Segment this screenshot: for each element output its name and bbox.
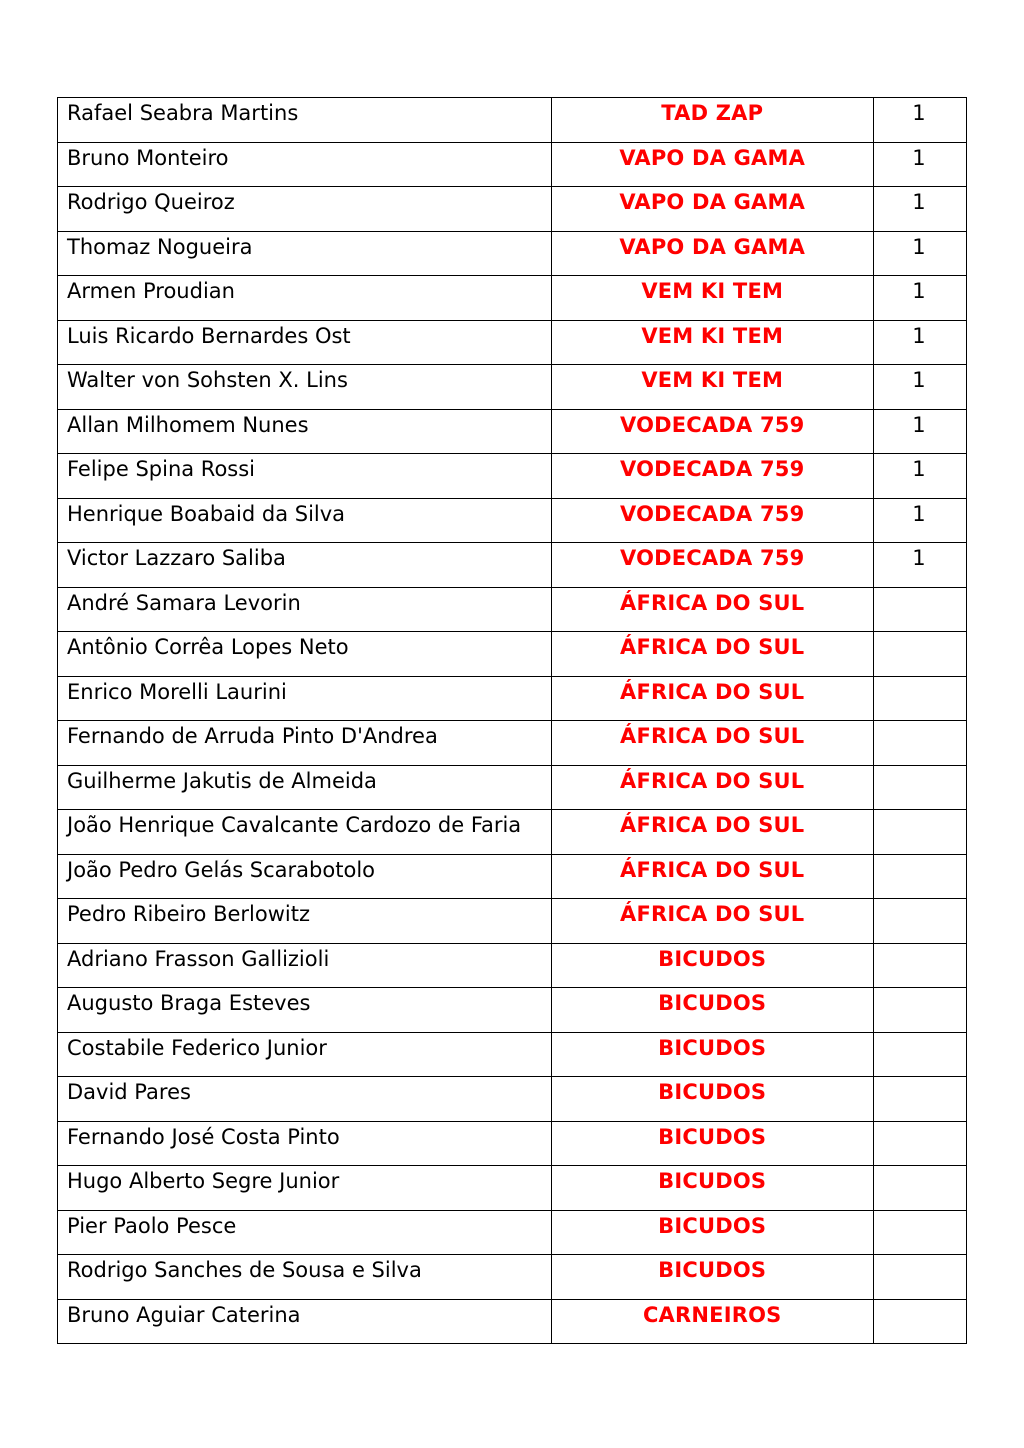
count-cell: [873, 409, 966, 454]
count-value: 1: [912, 368, 926, 392]
team-name: VODECADA 759: [619, 412, 805, 437]
table-row: [58, 765, 967, 810]
team-name: BICUDOS: [658, 1035, 767, 1060]
count-value: 1: [912, 457, 926, 481]
player-name-cell: [58, 1299, 552, 1344]
team-cell: [551, 409, 873, 454]
player-name-cell: [58, 765, 552, 810]
count-cell: [873, 543, 966, 588]
player-name: Bruno Aguiar Caterina: [67, 1302, 301, 1327]
count-value: [874, 721, 966, 726]
count-value: 1: [912, 234, 926, 259]
team-name: ÁFRICA DO SUL: [620, 768, 805, 793]
table-row: [58, 854, 967, 899]
count-value: 1: [912, 279, 926, 303]
team-name: ÁFRICA DO SUL: [620, 679, 805, 704]
team-cell: [551, 454, 873, 499]
count-value: [874, 588, 966, 593]
player-name: Fernando José Costa Pinto: [67, 1124, 340, 1149]
team-cell: [551, 98, 873, 143]
player-name-cell: [58, 276, 552, 321]
count-cell: [873, 632, 966, 677]
player-name-cell: [58, 409, 552, 454]
player-name-cell: [58, 899, 552, 944]
table-row: [58, 810, 967, 855]
count-cell: [873, 988, 966, 1033]
player-name: João Pedro Gelás Scarabotolo: [67, 857, 375, 882]
player-name: Augusto Braga Esteves: [67, 991, 311, 1015]
count-cell: [873, 1077, 966, 1122]
player-name: Fernando de Arruda Pinto D'Andrea: [67, 724, 438, 748]
team-name: VAPO DA GAMA: [619, 190, 806, 214]
table-row: [58, 187, 967, 232]
team-name: VAPO DA GAMA: [619, 234, 806, 259]
team-name: TAD ZAP: [661, 101, 764, 125]
team-cell: [551, 587, 873, 632]
team-cell: [551, 854, 873, 899]
player-name-cell: [58, 721, 552, 766]
count-value: [874, 1255, 966, 1260]
count-cell: [873, 676, 966, 721]
table-row: [58, 721, 967, 766]
player-name: Bruno Monteiro: [67, 145, 229, 170]
table-row: [58, 320, 967, 365]
count-cell: [873, 365, 966, 410]
table-row: [58, 1299, 967, 1344]
count-value: [874, 944, 966, 949]
team-name: ÁFRICA DO SUL: [620, 857, 805, 882]
player-name-cell: [58, 543, 552, 588]
count-value: [874, 1211, 966, 1216]
player-name: Pier Paolo Pesce: [67, 1213, 237, 1238]
player-name-cell: [58, 632, 552, 677]
team-cell: [551, 943, 873, 988]
player-name: Walter von Sohsten X. Lins: [67, 368, 348, 392]
count-cell: [873, 765, 966, 810]
team-name: CARNEIROS: [642, 1302, 782, 1327]
player-name-cell: [58, 142, 552, 187]
player-name: Felipe Spina Rossi: [67, 457, 256, 481]
player-name: Costabile Federico Junior: [67, 1035, 327, 1060]
table-row: [58, 899, 967, 944]
count-value: 1: [912, 412, 926, 437]
count-cell: [873, 98, 966, 143]
table-row: [58, 98, 967, 143]
count-cell: [873, 1121, 966, 1166]
count-cell: [873, 1032, 966, 1077]
roster-table: [57, 97, 967, 1344]
team-cell: [551, 988, 873, 1033]
table-row: [58, 988, 967, 1033]
player-name: Allan Milhomem Nunes: [67, 412, 309, 437]
count-cell: [873, 187, 966, 232]
table-row: [58, 1121, 967, 1166]
player-name-cell: [58, 1166, 552, 1211]
table-row: [58, 1255, 967, 1300]
table-row: [58, 1032, 967, 1077]
count-value: 1: [912, 101, 926, 125]
count-value: [874, 1122, 966, 1127]
team-cell: [551, 632, 873, 677]
count-value: 1: [912, 546, 926, 570]
count-cell: [873, 854, 966, 899]
player-name: Thomaz Nogueira: [67, 234, 253, 259]
team-name: ÁFRICA DO SUL: [620, 902, 805, 926]
player-name: David Pares: [67, 1080, 191, 1104]
count-cell: [873, 587, 966, 632]
count-value: 1: [912, 501, 926, 526]
count-cell: [873, 498, 966, 543]
player-name-cell: [58, 1077, 552, 1122]
table-row: [58, 498, 967, 543]
team-name: VAPO DA GAMA: [619, 145, 806, 170]
team-name: ÁFRICA DO SUL: [620, 724, 805, 748]
team-cell: [551, 810, 873, 855]
team-cell: [551, 1166, 873, 1211]
team-name: VODECADA 759: [619, 501, 805, 526]
player-name: Victor Lazzaro Saliba: [67, 546, 286, 570]
team-name: VODECADA 759: [619, 457, 805, 481]
table-row: [58, 276, 967, 321]
player-name-cell: [58, 676, 552, 721]
team-cell: [551, 1210, 873, 1255]
count-value: [874, 988, 966, 993]
team-name: VEM KI TEM: [641, 323, 784, 348]
player-name-cell: [58, 365, 552, 410]
count-value: [874, 1166, 966, 1171]
team-name: BICUDOS: [658, 1258, 767, 1282]
table-row: [58, 632, 967, 677]
count-value: [874, 1300, 966, 1305]
count-value: [874, 766, 966, 771]
count-value: [874, 1077, 966, 1082]
player-name: Rodrigo Queiroz: [67, 190, 235, 214]
table-row: [58, 943, 967, 988]
count-cell: [873, 1210, 966, 1255]
team-name: BICUDOS: [658, 1080, 767, 1104]
team-cell: [551, 765, 873, 810]
count-cell: [873, 1166, 966, 1211]
team-cell: [551, 276, 873, 321]
count-value: 1: [912, 145, 926, 170]
player-name: Rodrigo Sanches de Sousa e Silva: [67, 1258, 422, 1282]
table-row: [58, 676, 967, 721]
player-name: Antônio Corrêa Lopes Neto: [67, 635, 349, 659]
player-name-cell: [58, 810, 552, 855]
team-cell: [551, 676, 873, 721]
player-name-cell: [58, 231, 552, 276]
team-cell: [551, 365, 873, 410]
team-cell: [551, 320, 873, 365]
team-name: BICUDOS: [658, 1124, 767, 1149]
player-name-cell: [58, 943, 552, 988]
player-name-cell: [58, 498, 552, 543]
player-name-cell: [58, 988, 552, 1033]
player-name: Armen Proudian: [67, 279, 235, 303]
player-name: Pedro Ribeiro Berlowitz: [67, 902, 310, 926]
table-row: [58, 365, 967, 410]
count-value: [874, 1033, 966, 1038]
player-name-cell: [58, 1255, 552, 1300]
team-cell: [551, 1121, 873, 1166]
roster-body: [58, 98, 967, 1344]
team-name: ÁFRICA DO SUL: [620, 813, 805, 837]
player-name-cell: [58, 454, 552, 499]
team-name: VEM KI TEM: [641, 279, 784, 303]
team-cell: [551, 1032, 873, 1077]
team-cell: [551, 498, 873, 543]
player-name-cell: [58, 1210, 552, 1255]
team-cell: [551, 899, 873, 944]
player-name-cell: [58, 1032, 552, 1077]
player-name-cell: [58, 320, 552, 365]
count-value: [874, 677, 966, 682]
team-cell: [551, 1077, 873, 1122]
team-cell: [551, 1299, 873, 1344]
player-name: André Samara Levorin: [67, 590, 301, 615]
table-row: [58, 543, 967, 588]
team-cell: [551, 142, 873, 187]
team-name: BICUDOS: [658, 946, 767, 971]
player-name-cell: [58, 187, 552, 232]
team-cell: [551, 721, 873, 766]
count-cell: [873, 454, 966, 499]
team-name: ÁFRICA DO SUL: [620, 590, 805, 615]
count-cell: [873, 810, 966, 855]
player-name: Adriano Frasson Gallizioli: [67, 946, 330, 971]
player-name: Hugo Alberto Segre Junior: [67, 1169, 340, 1193]
count-cell: [873, 1299, 966, 1344]
team-cell: [551, 231, 873, 276]
count-cell: [873, 142, 966, 187]
team-name: BICUDOS: [658, 1213, 767, 1238]
table-row: [58, 1210, 967, 1255]
count-cell: [873, 231, 966, 276]
count-cell: [873, 721, 966, 766]
count-cell: [873, 943, 966, 988]
count-value: 1: [912, 323, 926, 348]
count-cell: [873, 899, 966, 944]
table-row: [58, 409, 967, 454]
player-name: Luis Ricardo Bernardes Ost: [67, 323, 351, 348]
count-value: [874, 632, 966, 637]
team-name: VODECADA 759: [619, 546, 805, 570]
table-row: [58, 142, 967, 187]
table-row: [58, 454, 967, 499]
count-value: 1: [912, 190, 926, 214]
team-name: VEM KI TEM: [641, 368, 784, 392]
player-name: Henrique Boabaid da Silva: [67, 501, 346, 526]
count-cell: [873, 1255, 966, 1300]
player-name-cell: [58, 587, 552, 632]
team-cell: [551, 1255, 873, 1300]
player-name: Rafael Seabra Martins: [67, 101, 299, 125]
team-cell: [551, 543, 873, 588]
player-name-cell: [58, 98, 552, 143]
count-value: [874, 899, 966, 904]
count-value: [874, 810, 966, 815]
player-name-cell: [58, 854, 552, 899]
player-name-cell: [58, 1121, 552, 1166]
team-cell: [551, 187, 873, 232]
table-row: [58, 231, 967, 276]
table-row: [58, 1166, 967, 1211]
table-row: [58, 1077, 967, 1122]
player-name: Guilherme Jakutis de Almeida: [67, 768, 377, 793]
player-name: João Henrique Cavalcante Cardozo de Faria: [67, 813, 522, 837]
count-cell: [873, 276, 966, 321]
team-name: BICUDOS: [658, 1169, 767, 1193]
team-name: ÁFRICA DO SUL: [620, 635, 805, 659]
count-cell: [873, 320, 966, 365]
count-value: [874, 855, 966, 860]
table-row: [58, 587, 967, 632]
player-name: Enrico Morelli Laurini: [67, 679, 287, 704]
team-name: BICUDOS: [658, 991, 767, 1015]
